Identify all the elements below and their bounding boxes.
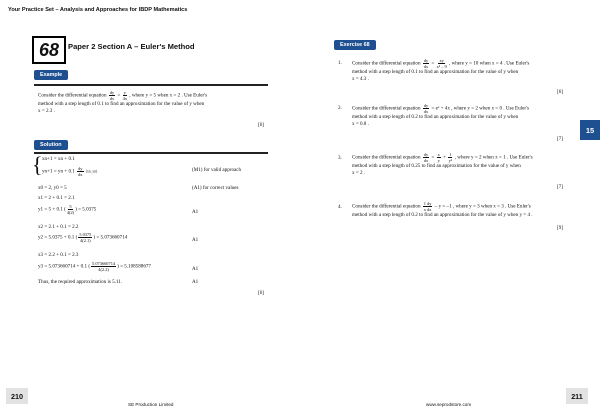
y3-step: y3 = 5.073660714 + 0.1 ( $\frac{5.073660714}{4(2.2)}$ ) = 5.108588677 [38, 261, 151, 272]
a1-mark-2: A1 [192, 237, 199, 243]
m1-note: (M1) for valid approach [192, 167, 242, 173]
a1-mark-1: A1 [192, 209, 199, 215]
exercise-q2-number: 2. [338, 105, 342, 111]
sys-line2: yn+1 = yn + 0.1 [42, 169, 75, 176]
system-brace: { [32, 152, 43, 177]
y2-step: y2 = 5.0375 + 0.1 ( $\frac{5.0375}{4(2.1)}$ ) = 5.073660714 [38, 232, 128, 243]
sys-line1: xn+1 = xn + 0.1 [42, 156, 75, 162]
example-q-prefix: Consider the differential equation [38, 92, 107, 99]
example-q-line2: method with a step length of 0.1 to find an approximation for the value of y when [38, 101, 205, 107]
exercise-tag: Exercise 68 [334, 40, 376, 50]
solution-top-rule [34, 152, 268, 154]
exercise-q2: Consider the differential equation $\frac{dy}{dx}$ = eˣ + 4x , where y = 2 when x = 0 . Use Euler's method with a step length of 0.2 to find an approximation for the value of y when x = 0.8 . [352, 103, 529, 128]
exercise-q1-number: 1. [338, 60, 342, 66]
footer-website: www.seprodstore.com [426, 402, 472, 407]
example-tag: Example [34, 70, 68, 80]
sys-derivative: $\frac{dy}{dx}$ [78, 166, 83, 178]
page-number-left: 210 [6, 388, 28, 404]
chapter-side-tab: 15 [580, 120, 600, 140]
book-title: Your Practice Set – Analysis and Approaches for IBDP Mathematics [8, 7, 188, 13]
solution-system [42, 156, 97, 177]
page-number-right: 211 [566, 388, 588, 404]
x2-step: x2 = 2.1 + 0.1 = 2.2 [38, 224, 79, 230]
a1-mark-3: A1 [192, 266, 199, 272]
initial-note: (A1) for correct values [192, 185, 239, 191]
example-q-mid: , where y = 5 when x = 2 . Use Euler's [129, 92, 208, 99]
exercise-q3-marks: [7] [557, 184, 563, 190]
exercise-q1-marks: [6] [557, 89, 563, 95]
solution-marks: [6] [258, 290, 264, 296]
example-rhs-fraction: $\frac{y}{4x}$ [122, 90, 128, 101]
initial-values: x0 = 2, y0 = 5 [38, 185, 67, 191]
y1-step: y1 = 5 + 0.1 ( $\frac{5}{4(2)}$ ) = 5.0375 [38, 204, 97, 215]
exercise-q3: Consider the differential equation $\frac{dy}{dx}$ = $\frac{x}{y}$ + $\frac{1}{\text{y²}}$ , where y = 2 when x = 1 . Use Euler's method with a step length of 0.25 to find an approximation for the value of y when x = 2 . [352, 152, 533, 177]
exercise-q3-number: 3. [338, 155, 342, 161]
x1-step: x1 = 2 + 0.1 = 2.1 [38, 195, 75, 201]
footer-publisher: SE Production Limited [128, 402, 174, 407]
x3-step: x3 = 2.2 + 0.1 = 2.3 [38, 252, 79, 258]
exercise-q4: Consider the differential equation $\frac{1 dy}{\text{x dx}}$ – y = –1 , where y = 3 when x = 3 . Use Euler's method with a step length of 0.2 to find an approximation for the value of y when y = 4 . [352, 201, 533, 218]
a1-mark-4: A1 [192, 279, 199, 285]
solution-conclusion: Thus, the required approximation is 5.11. [38, 279, 123, 285]
exercise-q2-marks: [7] [557, 136, 563, 142]
example-question [38, 90, 268, 116]
exercise-q1: Consider the differential equation $\frac{dy}{dx}$ = $\frac{xy}{\text{x² – 9}}$ , where y = 10 when x = 4 . Use Euler's method with a step length of 0.1 to find an approximation for the value of y when x = 4.3 . [352, 58, 530, 83]
exercise-q4-marks: [9] [557, 225, 563, 231]
chapter-number-badge: 68 [32, 36, 66, 64]
example-marks: [6] [258, 122, 264, 128]
example-q-eq: = [117, 92, 121, 99]
solution-tag: Solution [34, 140, 68, 150]
exercise-q4-number: 4. [338, 204, 342, 210]
example-q-line3: x = 2.3 . [38, 108, 55, 115]
example-dydx-fraction: $\frac{dy}{dx}$ [109, 90, 115, 101]
sys-subscript: (xn, yn) [85, 170, 98, 175]
chapter-title: Paper 2 Section A – Euler's Method [68, 42, 195, 51]
example-top-rule [34, 84, 268, 86]
